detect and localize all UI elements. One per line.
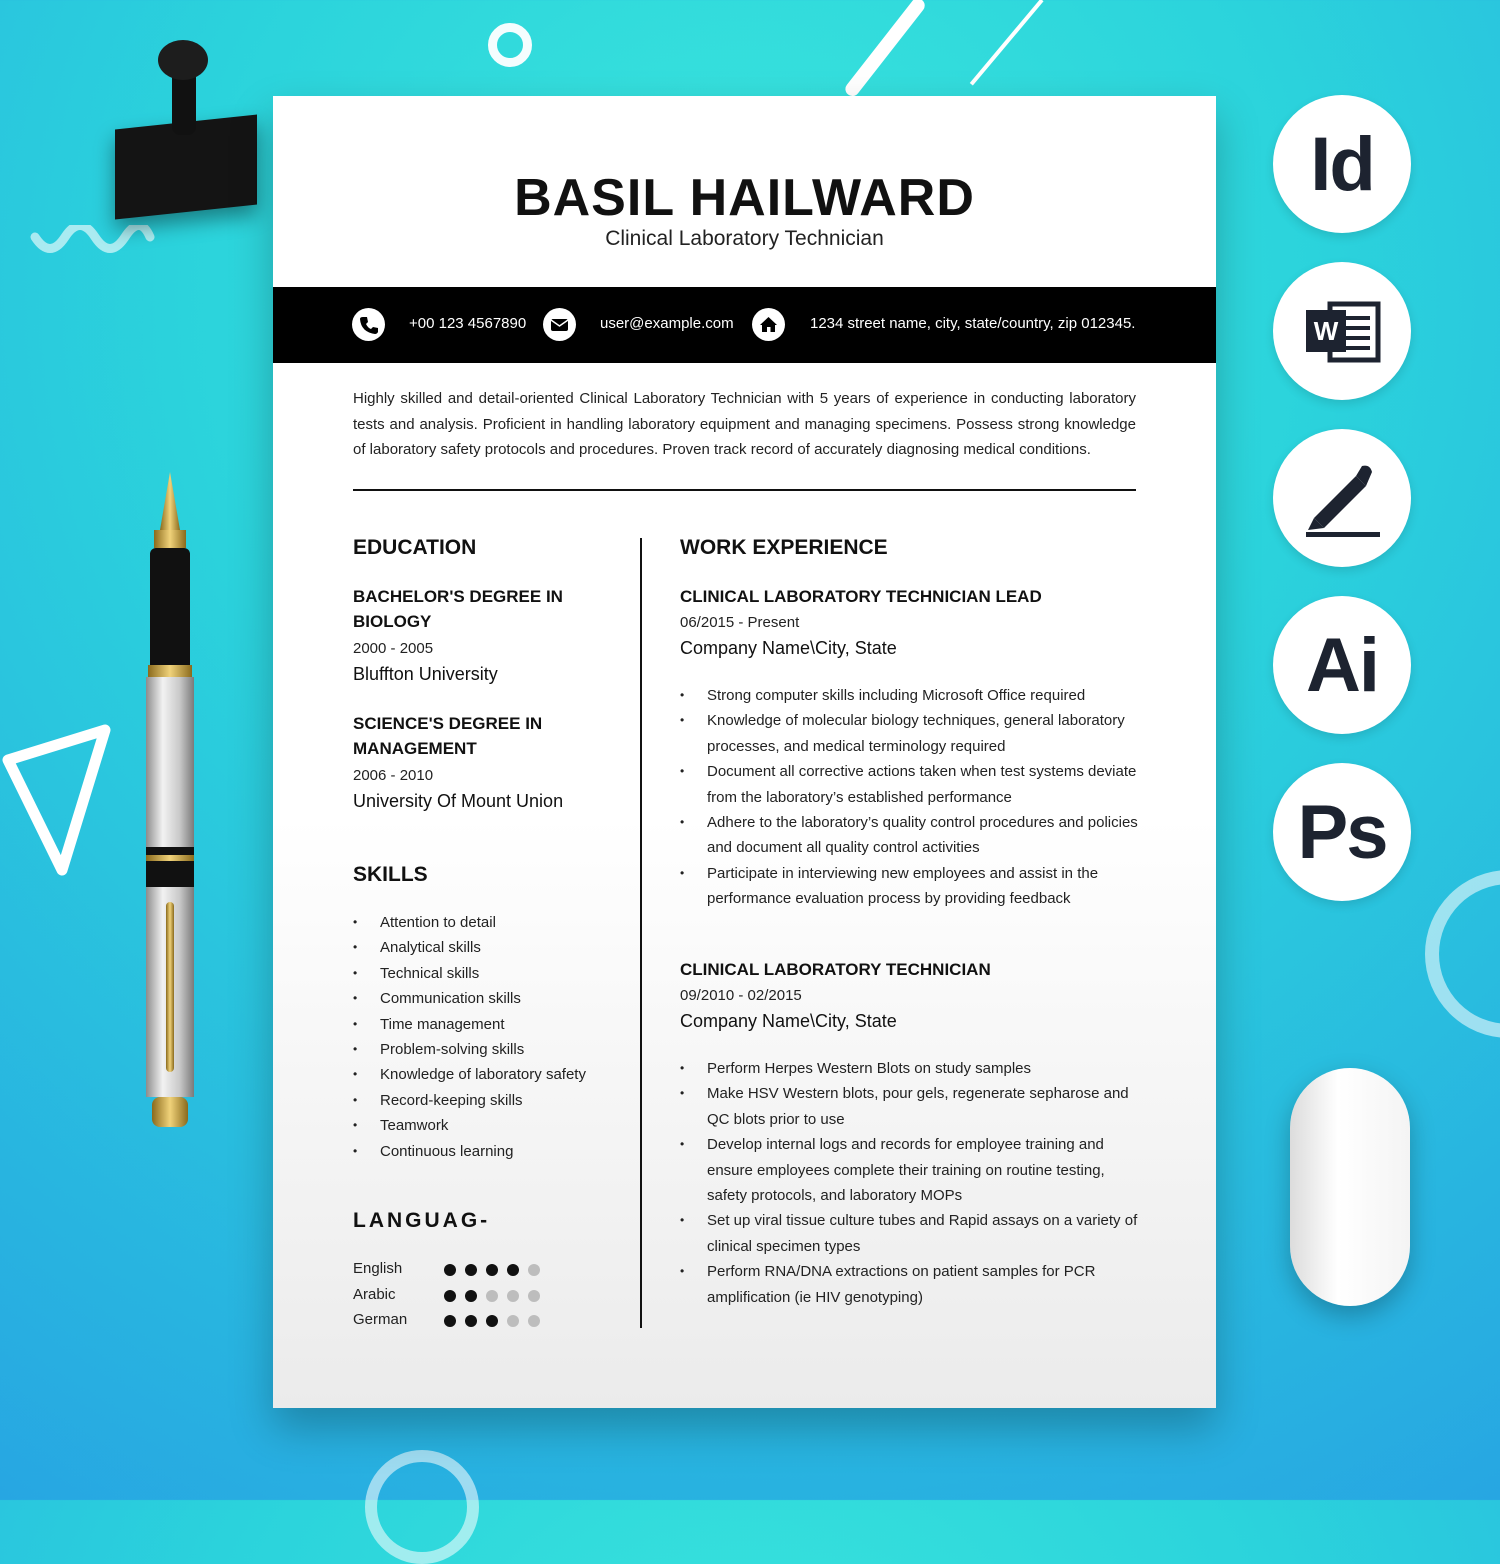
- illustrator-icon: [1273, 596, 1411, 734]
- work-experience-heading: WORK EXPERIENCE: [680, 536, 888, 559]
- rating-dot: [507, 1264, 519, 1276]
- rating-dot: [486, 1315, 498, 1327]
- language-rating: [444, 1264, 540, 1276]
- resume-name: BASIL HAILWARD: [514, 169, 975, 227]
- mail-icon: [543, 308, 576, 341]
- skill-item: • Teamwork: [353, 1113, 623, 1138]
- job-duty: • Adhere to the laboratory’s quality control procedures and policies and document all quality control activities: [680, 810, 1140, 861]
- word-icon: [1273, 262, 1411, 400]
- job-company: Company Name\City, State: [680, 638, 897, 658]
- skill-item: • Communication skills: [353, 986, 623, 1011]
- job-duty: • Participate in interviewing new employees and assist in the performance evaluation process by providing feedback: [680, 861, 1140, 912]
- rating-dot: [486, 1264, 498, 1276]
- job-duty: • Develop internal logs and records for employee training and ensure employees complete their training on routine testing, safety protocols, and laboratory MOPs: [680, 1132, 1140, 1208]
- phone-icon: [352, 308, 385, 341]
- degree-line: BACHELOR'S DEGREE IN: [353, 587, 563, 606]
- profile-summary: Highly skilled and detail-oriented Clinical Laboratory Technician with 5 years of experience in conducting laboratory tests and analysis. Proficient in handling laboratory equipment and managing specimens. Possess strong knowledge of laboratory safety protocols and procedures. Proven track record of accurately diagnosing medical conditions.: [353, 390, 1136, 458]
- education-school: University Of Mount Union: [353, 791, 564, 811]
- job-dates: 09/2010 - 02/2015: [680, 987, 802, 1004]
- rating-dot: [465, 1264, 477, 1276]
- language-row: [353, 1311, 407, 1328]
- rating-dot: [465, 1290, 477, 1302]
- computer-mouse-prop: [1290, 1068, 1410, 1306]
- skill-item: • Continuous learning: [353, 1139, 623, 1164]
- rating-dot: [528, 1290, 540, 1302]
- decorative-line: [843, 0, 928, 99]
- job-duty: • Strong computer skills including Microsoft Office required: [680, 683, 1140, 708]
- rating-dot: [444, 1315, 456, 1327]
- job-title: CLINICAL LABORATORY TECHNICIAN: [680, 960, 991, 979]
- decorative-ring: [488, 23, 532, 67]
- decorative-ring: [1425, 870, 1500, 1038]
- job-duty: • Make HSV Western blots, pour gels, regenerate sepharose and QC blots prior to use: [680, 1081, 1140, 1132]
- language-name: German: [353, 1311, 408, 1328]
- language-rating: [444, 1315, 540, 1327]
- app-label: Ps: [1297, 789, 1387, 875]
- decorative-wave: [30, 225, 155, 265]
- pen-edit-icon: [1273, 429, 1411, 567]
- contact-address: 1234 street name, city, state/country, zip 012345.: [810, 315, 1136, 332]
- job-duties: [680, 683, 1140, 912]
- skills-list: [353, 910, 623, 1164]
- fountain-pen-prop: [140, 470, 200, 1140]
- degree-line: MANAGEMENT: [353, 739, 477, 758]
- home-icon: [752, 308, 785, 341]
- contact-email: user@example.com: [600, 315, 734, 332]
- decorative-triangle: [0, 700, 120, 890]
- resume-page: [273, 96, 1216, 1408]
- job-duties: [680, 1056, 1140, 1310]
- app-label: Id: [1310, 121, 1374, 207]
- job-title: CLINICAL LABORATORY TECHNICIAN LEAD: [680, 587, 1042, 606]
- rating-dot: [528, 1315, 540, 1327]
- language-name: English: [353, 1260, 403, 1277]
- contact-bar: [273, 287, 1216, 363]
- education-school: Bluffton University: [353, 664, 498, 684]
- skill-item: • Record-keeping skills: [353, 1088, 623, 1113]
- skill-item: • Attention to detail: [353, 910, 623, 935]
- rating-dot: [486, 1290, 498, 1302]
- skill-item: • Analytical skills: [353, 935, 623, 960]
- rating-dot: [444, 1290, 456, 1302]
- education-years: 2000 - 2005: [353, 640, 434, 657]
- decorative-line: [970, 0, 1044, 86]
- app-label: Ai: [1306, 622, 1378, 708]
- column-divider: [640, 538, 642, 1328]
- svg-text:W: W: [1313, 316, 1339, 346]
- rating-dot: [444, 1264, 456, 1276]
- education-degree: [353, 584, 563, 634]
- education-degree: [353, 711, 542, 761]
- divider: [353, 489, 1136, 491]
- stamp-prop: [158, 40, 208, 80]
- job-duty: • Knowledge of molecular biology techniques, general laboratory processes, and medical terminology required: [680, 708, 1140, 759]
- skill-item: • Technical skills: [353, 961, 623, 986]
- job-duty: • Perform Herpes Western Blots on study samples: [680, 1056, 1140, 1081]
- language-name: Arabic: [353, 1285, 396, 1303]
- education-heading: EDUCATION: [353, 536, 477, 559]
- rating-dot: [507, 1290, 519, 1302]
- language-row: [353, 1260, 402, 1277]
- language-rating: [444, 1290, 540, 1302]
- decorative-ring: [365, 1450, 479, 1564]
- rating-dot: [528, 1264, 540, 1276]
- contact-phone: +00 123 4567890: [409, 315, 527, 332]
- rating-dot: [465, 1315, 477, 1327]
- job-duty: • Document all corrective actions taken when test systems deviate from the laboratory’s established performance: [680, 759, 1140, 810]
- skill-item: • Knowledge of laboratory safety: [353, 1062, 623, 1087]
- rating-dot: [507, 1315, 519, 1327]
- indesign-icon: [1273, 95, 1411, 233]
- skill-item: • Time management: [353, 1012, 623, 1037]
- job-dates: 06/2015 - Present: [680, 614, 800, 631]
- job-duty: • Set up viral tissue culture tubes and Rapid assays on a variety of clinical specimen types: [680, 1208, 1140, 1259]
- resume-job-title: Clinical Laboratory Technician: [605, 227, 884, 250]
- degree-line: BIOLOGY: [353, 612, 432, 631]
- languages-heading: LANGUAG-: [353, 1209, 491, 1232]
- degree-line: SCIENCE'S DEGREE IN: [353, 714, 543, 733]
- job-company: Company Name\City, State: [680, 1011, 897, 1031]
- education-years: 2006 - 2010: [353, 767, 434, 784]
- skill-item: • Problem-solving skills: [353, 1037, 623, 1062]
- skills-heading: SKILLS: [353, 863, 428, 886]
- photoshop-icon: [1273, 763, 1411, 901]
- job-duty: • Perform RNA/DNA extractions on patient samples for PCR amplification (ie HIV genotyping): [680, 1259, 1140, 1310]
- language-row: [353, 1286, 396, 1303]
